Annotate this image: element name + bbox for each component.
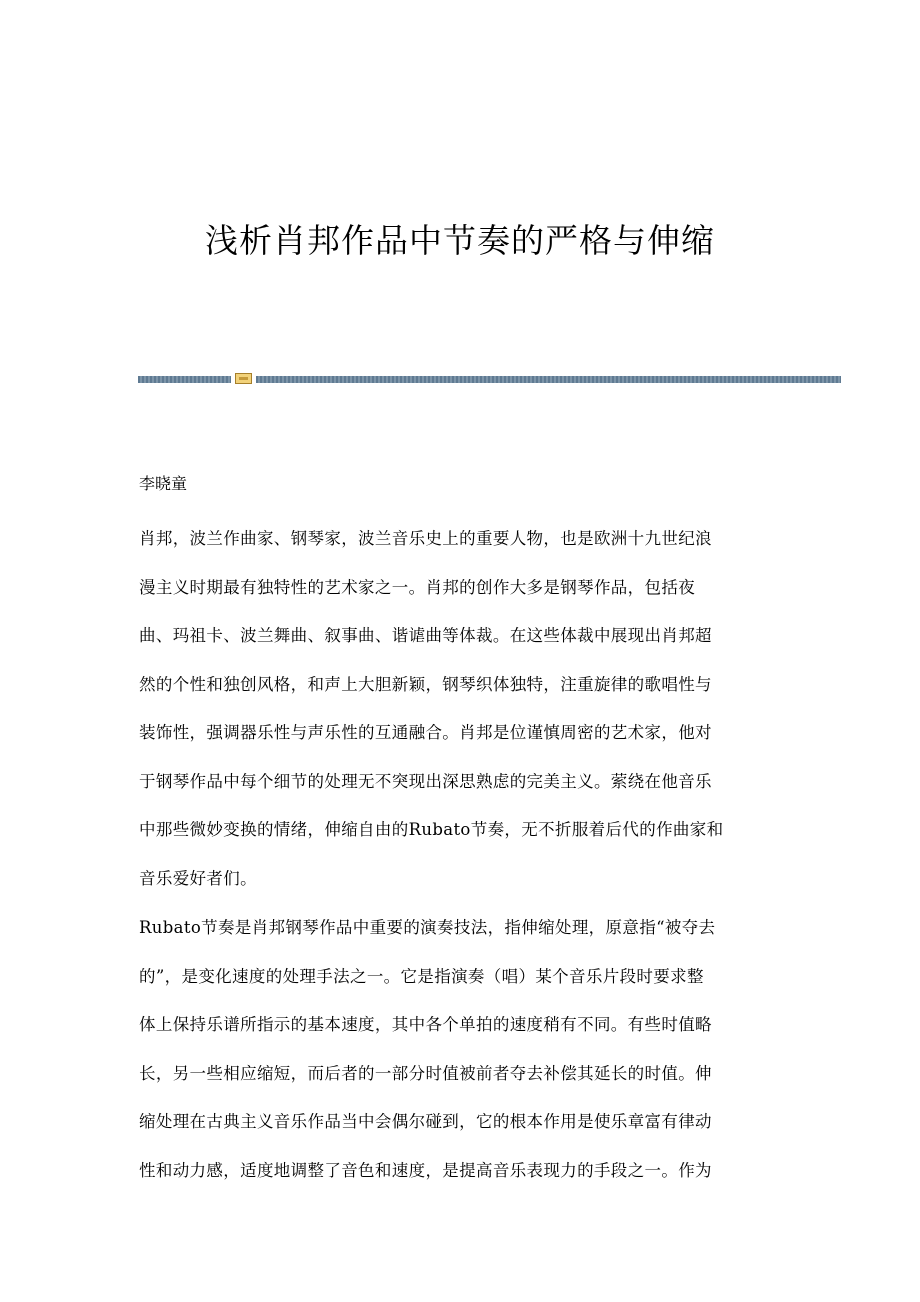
text-line: Rubato节奏是肖邦钢琴作品中重要的演奏技法，指伸缩处理，原意指“被夺去 — [139, 918, 716, 937]
text-line: 音乐爱好者们。 — [139, 868, 257, 888]
text-line: 中那些微妙变换的情绪，伸缩自由的Rubato节奏，无不折服着后代的作曲家和 — [139, 820, 724, 839]
text-line: 长，另一些相应缩短，而后者的一部分时值被前者夺去补偿其延长的时值。伸 — [139, 1063, 712, 1083]
text-line: 缩处理在古典主义音乐作品当中会偶尔碰到，它的根本作用是使乐章富有律动 — [139, 1112, 712, 1131]
divider-bar-right — [256, 376, 841, 383]
text-line: 体上保持乐谱所指示的基本速度，其中各个单拍的速度稍有不同。有些时值略 — [139, 1015, 712, 1034]
text-line: 漫主义时期最有独特性的艺术家之一。肖邦的创作大多是钢琴作品，包括夜 — [139, 577, 696, 597]
paragraph-2 — [139, 916, 781, 1207]
text-line: 然的个性和独创风格，和声上大胆新颖，钢琴织体独特，注重旋律的歌唱性与 — [139, 674, 712, 694]
divider-bar-left — [138, 376, 231, 383]
title-divider — [138, 372, 841, 386]
divider-ornament-icon — [235, 373, 252, 384]
author-name: 李晓童 — [139, 474, 188, 493]
text-line: 性和动力感，适度地调整了音色和速度，是提高音乐表现力的手段之一。作为 — [139, 1160, 712, 1180]
paragraph-1 — [139, 527, 781, 915]
text-line: 肖邦，波兰作曲家、钢琴家，波兰音乐史上的重要人物，也是欧洲十九世纪浪 — [139, 529, 712, 548]
text-line: 的”，是变化速度的处理手法之一。它是指演奏（唱）某个音乐片段时要求整 — [139, 966, 704, 986]
document-title: 浅析肖邦作品中节奏的严格与伸缩 — [205, 221, 715, 260]
text-line: 于钢琴作品中每个细节的处理无不突现出深思熟虑的完美主义。萦绕在他音乐 — [139, 771, 712, 791]
text-line: 曲、玛祖卡、波兰舞曲、叙事曲、谐谑曲等体裁。在这些体裁中展现出肖邦超 — [139, 626, 712, 645]
text-line: 装饰性，强调器乐性与声乐性的互通融合。肖邦是位谨慎周密的艺术家，他对 — [139, 723, 712, 742]
